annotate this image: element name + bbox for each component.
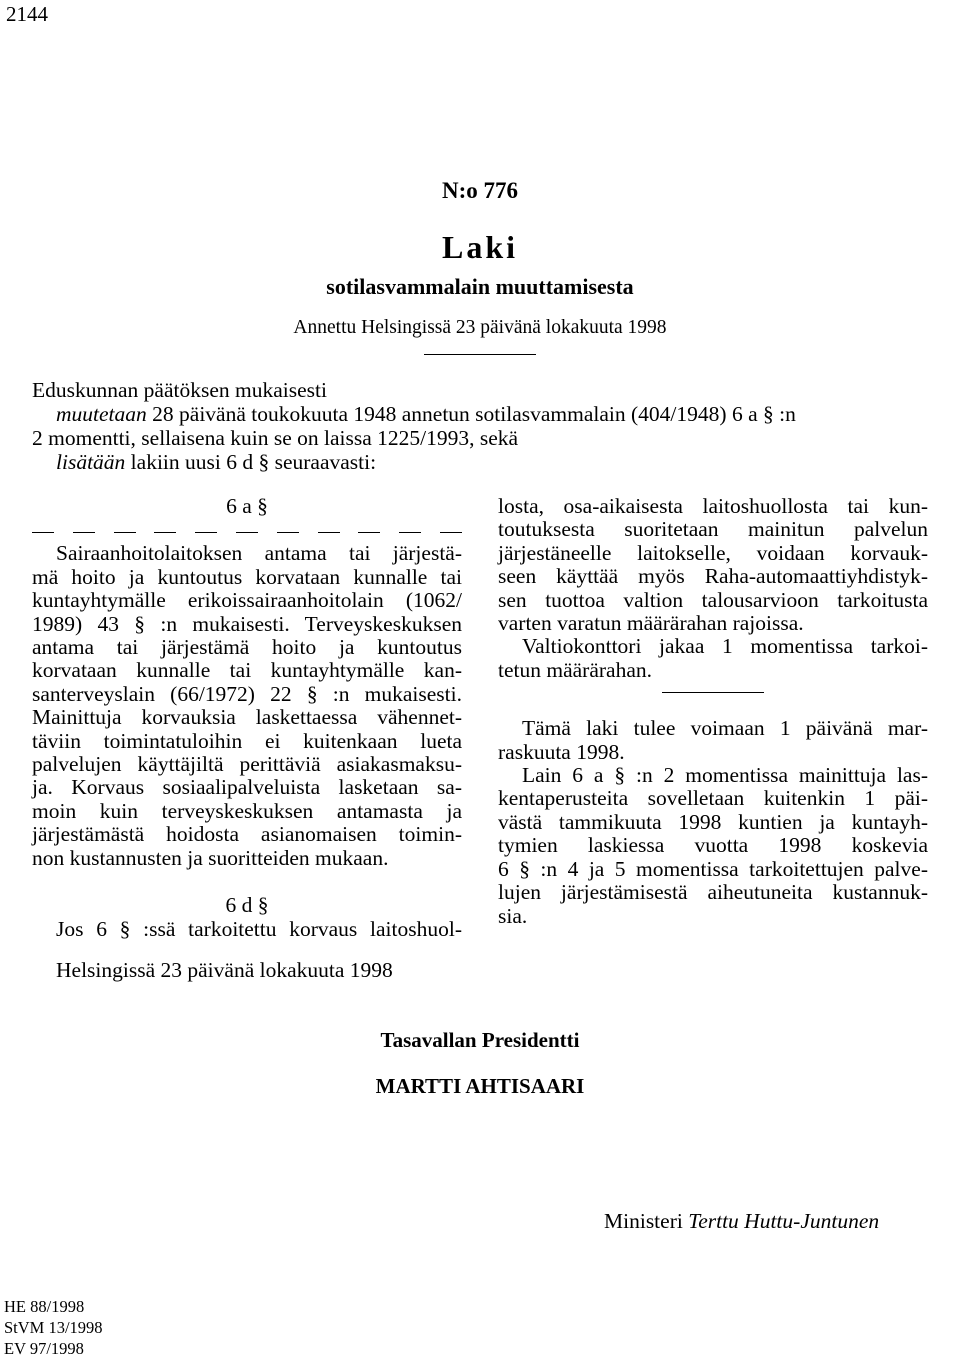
preamble-line: muutetaan 28 päivänä toukokuuta 1948 annetun sotilasvammalain (404/1948) 6 a § :n	[56, 402, 796, 426]
reference-line: EV 97/1998	[4, 1339, 84, 1358]
text-line: moin kuin terveyskeskuksen antamasta ja	[32, 798, 462, 823]
omitted-text-dashes	[32, 522, 462, 542]
text-line: santerveyslain (66/1972) 22 § :n mukaisesti.	[32, 681, 462, 706]
text-line: Lain 6 a § :n 2 momentissa mainittuja las-	[522, 763, 928, 788]
preamble-keyword: muutetaan	[56, 402, 147, 426]
section-heading-6a: 6 a §	[226, 494, 268, 518]
text-line: järjestämästä hoidosta asianomaisen toimin-	[32, 822, 462, 847]
text-line: Sairaanhoitolaitoksen antama tai järjestä-	[56, 541, 462, 566]
text-line: sia.	[498, 903, 528, 928]
section-heading-6d: 6 d §	[225, 893, 269, 918]
text-line: sen tuottoa valtion talousarvioon tarkoitusta	[498, 587, 928, 612]
text-line: Jos 6 § :ssä tarkoitettu korvaus laitoshuol-	[56, 916, 462, 941]
preamble-line: lisätään lakiin uusi 6 d § seuraavasti:	[56, 450, 377, 474]
text-line: kuntayhtymälle erikoissairaanhoitolain (1062/	[32, 588, 462, 613]
text-line: varten varatun määrärahan rajoissa.	[498, 611, 804, 636]
enactment-line: Annettu Helsingissä 23 päivänä lokakuuta 1998	[293, 317, 667, 338]
title-divider	[424, 354, 536, 355]
text-line: täviin toimintatuloihin ei kuitenkaan lueta	[32, 728, 462, 753]
text-line: kentaperusteita sovelletaan kuitenkin 1 päi-	[498, 786, 928, 811]
section-6a-paragraph	[32, 542, 462, 870]
preamble-keyword: lisätään	[56, 450, 126, 474]
left-column	[32, 495, 462, 941]
preamble-line: Eduskunnan päätöksen mukaisesti	[32, 378, 327, 402]
text-line: losta, osa-aikaisesta laitoshuollosta tai kun-	[498, 494, 928, 518]
place-and-date: Helsingissä 23 päivänä lokakuuta 1998	[56, 958, 393, 982]
page-number: 2144	[6, 2, 48, 26]
text-line: Valtiokonttori jakaa 1 momentissa tarkoi-	[522, 634, 928, 659]
reference-line: StVM 13/1998	[4, 1318, 103, 1337]
right-column	[498, 495, 928, 928]
reference-line: HE 88/1998	[4, 1297, 85, 1316]
text-line: antama tai järjestämä hoito ja kuntoutus	[32, 635, 462, 660]
minister-label: Ministeri	[604, 1209, 683, 1233]
text-line: palvelujen käyttäjiltä perittäviä asiakasmaksu-	[32, 752, 462, 777]
text-line: västä tammikuuta 1998 kuntien ja kuntayh-	[498, 809, 928, 834]
document-type: Laki	[441, 229, 519, 265]
text-line: non kustannusten ja suoritteiden mukaan.	[32, 845, 389, 870]
preamble-line: 2 momentti, sellaisena kuin se on laissa 1225/1993, sekä	[32, 426, 519, 450]
text-line: järjestäneelle laitokselle, voidaan korvauk-	[498, 540, 928, 565]
minister-signature	[604, 1209, 879, 1234]
text-line: Tämä laki tulee voimaan 1 päivänä mar-	[522, 716, 928, 741]
document-title: sotilasvammalain muuttamisesta	[326, 274, 634, 299]
text-line: raskuuta 1998.	[498, 739, 625, 764]
signer-name: MARTTI AHTISAARI	[375, 1074, 585, 1098]
text-line: tymien laskiessa vuotta 1998 koskevia	[498, 833, 928, 858]
text-line: lujen järjestämisestä aiheutuneita kustannuk-	[498, 880, 928, 905]
text-line: Mainittuja korvauksia laskettaessa vähennet-	[32, 705, 462, 730]
preamble	[32, 378, 960, 474]
signer-title: Tasavallan Presidentti	[380, 1028, 580, 1052]
legislative-references	[4, 1296, 103, 1359]
text-line: seen käyttää myös Raha-automaattiyhdistyk-	[498, 564, 928, 589]
text-line: 1989) 43 § :n mukaisesti. Terveyskeskuksen	[32, 611, 462, 636]
text-line: korvataan kunnalle tai kuntayhtymälle kan-	[32, 658, 462, 683]
section-divider	[662, 692, 764, 693]
text-line: toutuksesta suoritetaan mainitun palvelun	[498, 517, 928, 542]
text-line: ja. Korvaus sosiaalipalveluista lasketaan sa-	[32, 775, 462, 800]
text-line: 6 § :n 4 ja 5 momentissa tarkoitettujen palve-	[498, 856, 928, 881]
minister-name: Terttu Huttu-Juntunen	[688, 1209, 880, 1233]
statute-number: N:o 776	[441, 178, 519, 203]
text-line: tetun määrärahan.	[498, 657, 652, 682]
text-line: mä hoito ja kuntoutus korvataan kunnalle tai	[32, 564, 462, 589]
